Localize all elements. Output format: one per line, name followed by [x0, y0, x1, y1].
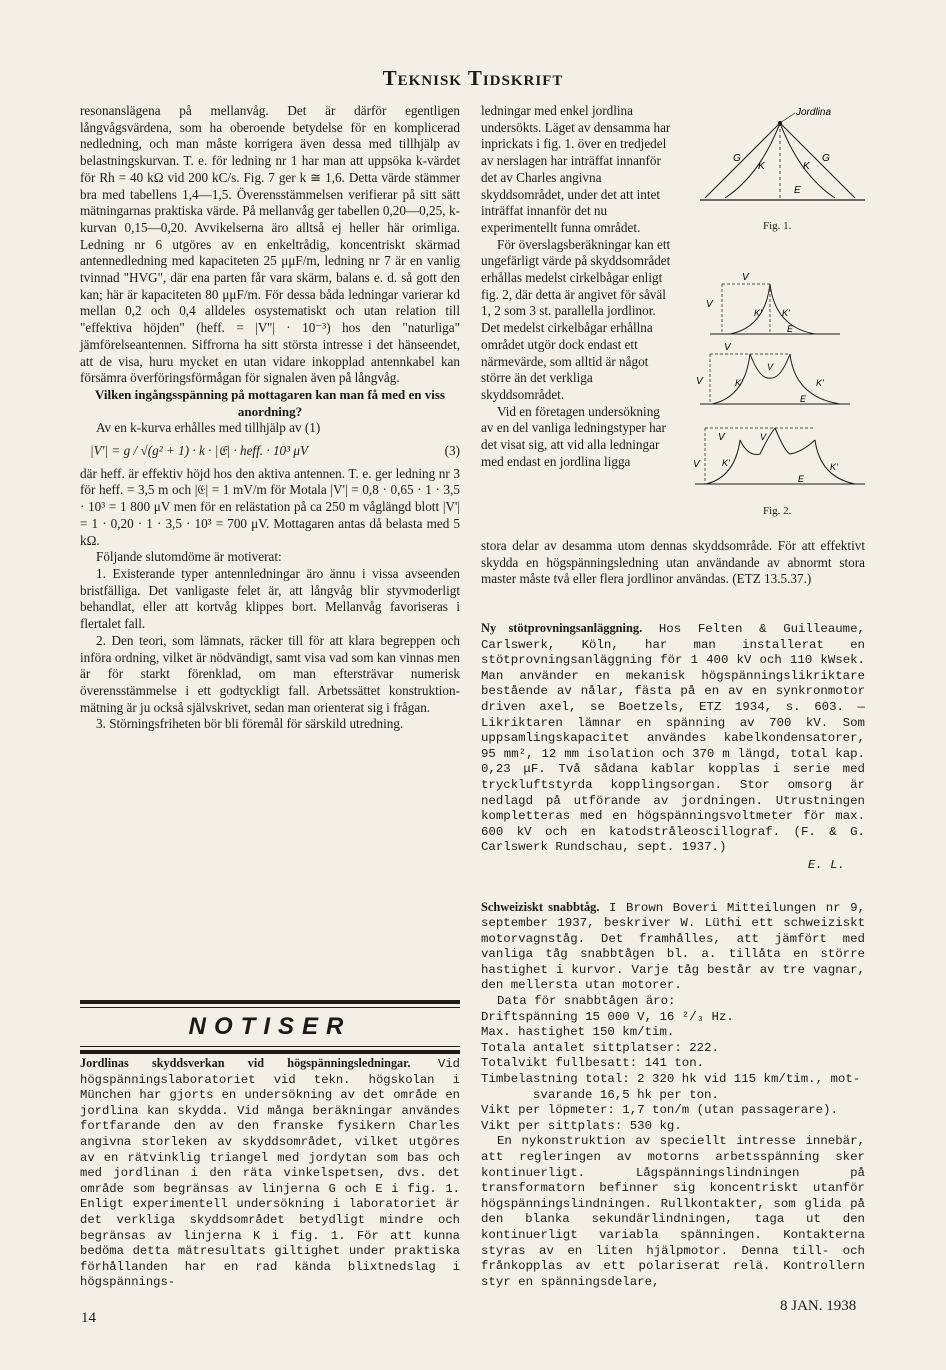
formula-number: (3): [444, 443, 460, 459]
article-3-paragraph-2: En nykonstruktion av speciellt intresse innebär, att regleringen av motorns arbetsspänning sker kontinuerligt. Lågspänningslindningen på transformatorn befinner sig koncentriskt utanför högspänningslindningen. Rullkontakter, som glida på den blanka sekundärlindningen, taga ut den kontinuerligt variabla spänningen. Kontakterna styras av en liten hjälpmotor. Denna till- och frånkopplas av ett polariserat relä. Kontrollern styr en spänningsdelare,: [481, 1134, 865, 1289]
data-line: Driftspänning 15 000 V, 16 ²/₃ Hz.: [481, 1009, 734, 1024]
right-column-narrow: [481, 103, 671, 470]
fig2-label-kp-3a: K': [722, 458, 730, 468]
formula-3: [80, 443, 460, 460]
fig2-label-v-1: V: [742, 272, 749, 283]
fig2-label-v-3: V: [718, 432, 725, 443]
data-intro: Data för snabbtågen äro:: [497, 994, 676, 1009]
formula-expression: |V'| = g / √(g² + 1) · k · |𝔈| · heff. · 10³ μV: [90, 443, 309, 459]
notiser-article-1: [80, 1056, 460, 1291]
fig2-label-kp-2a: K': [735, 378, 743, 388]
notiser-title: NOTISER: [188, 1013, 352, 1040]
article-1-continued: ledningar med enkel jordlina undersökts. Läget av densamma har inprickats i fig. 1. över en tredjedel av nerslagen har inträffat innanför det av Charles angivna skyddsområdet, under det att intet inträffat innanför det nu experimentellt funna området.: [481, 103, 671, 235]
journal-header: Teknisk Tidskrift: [382, 66, 564, 90]
article-2-body: Hos Felten & Guilleaume, Carlswerk, Köln, har man installerat en stötprovningsanläggning för 1 400 kV och 110 kWsek. Man använder en mekanisk högspänningslikriktare bestående av nålar, fästa på en av en synkronmotor driven axel, se Boetzels, ETZ 1934, s. 603. — Likriktaren lämnar en spänning av 700 kV. Som uppsamlingskapacitet användes kabelkondensatorer, 95 mm², 12 mm isolation och 370 m längd, total kap. 0,23 μF. Två sådana kablar kopplas i serie med tryckluftstyrda kopplingsorgan. Stor omsorg är nedlagd på utförande av jordningen. Utrustningen kompletteras med en högspänningsvoltmeter för max. 600 kV och en katodstråleoscillograf. (F. & G. Carlswerk Rundschau, sept. 1937.): [481, 622, 865, 855]
data-line: svarande 16,5 hk per ton.: [533, 1087, 719, 1102]
article-1-heading: Jordlinas skyddsverkan vid högspänningsledningar.: [80, 1056, 411, 1070]
article-2-heading: Ny stötprovningsanläggning.: [481, 621, 643, 635]
fig1-label-k-right: K: [803, 161, 810, 172]
fig1-label-g-right: G: [822, 153, 830, 164]
right-column-wide: [481, 538, 865, 588]
data-line: Timbelastning total: 2 320 hk vid 115 km/tim., mot-: [481, 1072, 861, 1087]
article-3-body: I Brown Boveri Mitteilungen nr 9, september 1937, beskriver W. Lüthi ett schweiziskt motorvagnståg. Det framhålles, att jämfört med vanliga tåg snabbtågen bl. a. tillåta en större hastighet i kurvor. Varje tåg består av tre vagnar, den mellersta utan motorer.: [481, 900, 866, 993]
fig2-label-e-3: E: [798, 474, 805, 484]
page-number: 14: [81, 1310, 96, 1326]
section-heading: Vilken ingångsspänning på mottagaren kan man få med en viss anordning?: [95, 386, 445, 419]
figure-1: [700, 105, 870, 215]
fig2-label-e-2: E: [800, 394, 807, 404]
figure-2: [690, 262, 870, 502]
right-column: [481, 615, 865, 1290]
figure-2-drawing: [690, 262, 870, 497]
fig2-label-kp-1b: K': [782, 308, 790, 318]
fig2-label-kp-2b: K': [816, 378, 824, 388]
article-1-paragraph-2: För överslagsberäkningar kan ett ungefärligt värde på skyddsområdet erhållas medelst cirkelbågar enligt fig. 2, där detta är angivet för såväl 1, 2 som 3 st. parallella jordlinor. Det medelst cirkelbågar erhållna området utgör dock endast ett närmevärde, som alltid är något större än det verkliga skyddsområdet.: [481, 236, 671, 402]
figure-1-drawing: [700, 105, 870, 205]
intro-paragraph: resonanslägena på mellanvåg. Det är därför egentligen långvågsvärdena, som ha oberoende betydelse för en komplicerad nedledning, och man måste korrigera även dessa med tillhjälp av belastningskurvan. T. e. för ledning nr 1 har man att uppsöka k-värdet för Rh = 40 kΩ vid 200 kC/s. Fig. 7 ger k ≅ 1,6. Detta värde stämmer bra med tabellens 1,4—1,5. Överensstämmelsen verifierar på sitt sätt mätningarnas praktiska värde. På mellanvåg ger tabellen 0,20—0,25, k-kurvan 0,15—0,20. Avvikelserna äro alltså ej heller här orimliga. Ledning nr 6 utgöres av en enkeltrådig, koncentriskt skärmad antennedledning med kapaciteten 25 μμF/m, ledning nr 7 är en vanlig tvinnad "HVG", där ena parten får vara skärm, balans e. d. så gott den kan; här är kapaciteten 80 μμF/m. För dessa båda ledningar varierar kd mellan 0,2 och 0,4 alldeles osystematiskt och utan relation till "effektiva höjden" (heff. = |V''| · 10⁻³) hos den "naturliga" jämförelseantennen. Siffrorna ha sitt största intresse i det hänseendet, att de visa, huru mycket en utan vidare inkopplad antennkabel kan försämra överföringsförmågan för signalen även på långvåg.: [80, 103, 460, 386]
figure-2-caption: Fig. 2.: [763, 505, 792, 517]
after-formula-paragraph: där heff. är effektiv höjd hos den aktiva antennen. T. e. ger ledning nr 3 för heff. = 3,5 m och |𝔈| = 1 mV/m för Motala |V'| = 0,8 · 0,65 · 1 · 3,5 · 10³ = 1 800 μV men för en relästation på ca 250 m våglängd blott |V'| = 1 · 0,20 · 1 · 3,5 · 10³ = 700 μV. Mottagaren antas då belasta med 5 kΩ.: [80, 465, 460, 548]
conclusion-item-3: 3. Störningsfriheten bör bli föremål för särskild utredning.: [96, 716, 404, 732]
fig2-label-v-1b: V: [706, 299, 713, 310]
fig2-label-kp-1a: K': [754, 308, 762, 318]
article-3-heading: Schweiziskt snabbtåg.: [481, 899, 600, 914]
article-1-paragraph-3-cont: stora delar av desamma utom dennas skyddsområde. För att effektivt skydda en högspänningsledning utan användande av abnormt stora master måste två eller flera jordlinor användas. (ETZ 13.5.37.): [481, 538, 865, 587]
fig1-label-e: E: [794, 185, 801, 196]
fig1-label-k-left: K: [758, 161, 765, 172]
conclusion-item-1: 1. Existerande typer antennledningar äro ännu i vissa avseenden bristfälliga. Det vanligaste felet är, att långvåg blir styvmoderligt behandlat, eller att kortvåg klippes bort. Mellanvåg favoriseras i flertalet fall.: [80, 565, 460, 632]
fig2-label-v-3b: V: [760, 432, 767, 442]
data-line: Totala antalet sittplatser: 222.: [481, 1040, 719, 1055]
figure-1-caption: Fig. 1.: [763, 220, 792, 232]
formula-intro: Av en k-kurva erhålles med tillhjälp av (1): [96, 420, 321, 436]
data-line: Vikt per sittplats: 530 kg.: [481, 1118, 682, 1133]
notiser-banner: [80, 1000, 460, 1054]
data-line: Vikt per löpmeter: 1,7 ton/m (utan passagerare).: [481, 1103, 838, 1118]
data-line: Totalvikt fullbesatt: 141 ton.: [481, 1056, 705, 1071]
conclusion-item-2: 2. Den teori, som lämnats, räcker till för att klara begreppen och införa ordning, vilket är nödvändigt, samt visa vad som kan vinnas men är för starkt förenklad, om man eftersträvar numerisk överensstämmelse i ett godtyckligt fall. Arbetssättet konstruktion-mätning är ju också självskrivet, sedan man orienterat sig i frågan.: [80, 632, 460, 715]
fig2-label-v-2: V: [724, 342, 731, 353]
fig2-label-v-3c: V: [693, 459, 700, 470]
fig2-label-e-1: E: [787, 324, 794, 334]
article-1-paragraph-3: Vid en företagen undersökning av en del vanliga ledningstyper har det visat sig, att vid alla ledningar med endast en jordlina ligga: [481, 403, 666, 469]
fig2-label-v-2c: V: [767, 362, 774, 372]
left-column: [80, 103, 460, 733]
fig1-label-g-left: G: [733, 153, 741, 164]
issue-date: 8 JAN. 1938: [780, 1298, 857, 1314]
article-2-signature: E. L.: [807, 857, 845, 872]
fig2-label-v-2b: V: [696, 376, 703, 387]
data-line: Max. hastighet 150 km/tim.: [481, 1025, 675, 1040]
article-1-body: Vid högspänningslaboratoriet vid tekn. högskolan i München har gjorts en undersökning av det område en jordlina kan skydda. Vid många beräkningar användes fortfarande den av den franske fysikern Charles angivna storleken av skyddsområdet, vilket utgöres av en rätvinklig triangel med jordytan som bas och med jordlinan i den räta vinkelspetsen, dvs. det område som begränsas av linjerna G och E i fig. 1. Enligt experimentell undersökning i laboratoriet är det verkliga skyddsområdet betydligt mindre och begränsas av linjerna K i fig. 1. För att kunna bedöma detta mätresultats giltighet under praktiska förhållanden har en rad kända blixtnedslag i högspännings-: [80, 1057, 460, 1290]
fig2-label-kp-3b: K': [830, 462, 838, 472]
fig1-label-jordlina: Jordlina: [796, 107, 832, 118]
conclusion-intro: Följande slutomdöme är motiverat:: [96, 549, 282, 565]
